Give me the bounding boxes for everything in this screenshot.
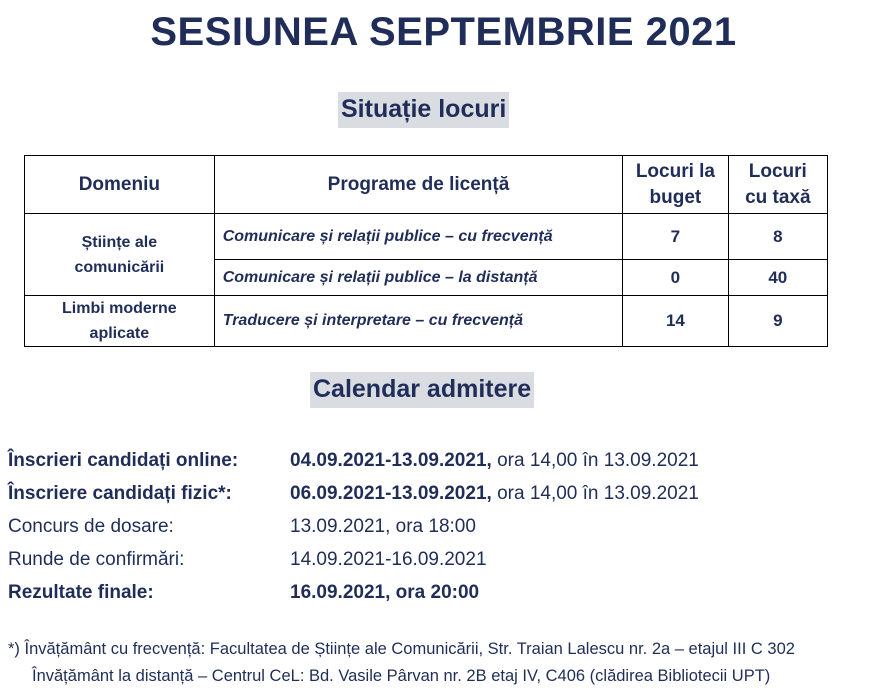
program-name: Comunicare și relații publice – la distanță xyxy=(214,260,623,296)
header-locuri-buget xyxy=(623,156,728,214)
locuri-table xyxy=(24,155,828,347)
table-row xyxy=(25,296,828,347)
domain-name-line2: aplicate xyxy=(89,325,150,342)
locuri-buget-value: 0 xyxy=(623,260,728,296)
header-locuri-taxa xyxy=(728,156,827,214)
header-buget-line2: buget xyxy=(649,186,702,208)
domain-cell xyxy=(25,214,215,296)
locuri-taxa-value: 9 xyxy=(728,296,827,347)
footnotes xyxy=(8,636,795,690)
calendar-admitere-heading: Calendar admitere xyxy=(310,372,534,408)
calendar-extra: ora 14,00 în 13.09.2021 xyxy=(491,483,699,504)
program-name: Traducere și interpretare – cu frecvență xyxy=(214,296,623,347)
calendar-date: 13.09.2021, ora 18:00 xyxy=(290,516,476,537)
calendar-date: 06.09.2021-13.09.2021, xyxy=(290,483,492,504)
calendar-label: Rezultate finale: xyxy=(8,582,154,603)
situatie-locuri-heading: Situație locuri xyxy=(338,92,509,128)
program-name: Comunicare și relații publice – cu frecvență xyxy=(214,214,623,260)
locuri-taxa-value: 40 xyxy=(728,260,827,296)
locuri-taxa-value: 8 xyxy=(728,214,827,260)
table-header-row xyxy=(25,156,828,214)
header-taxa-line1: Locuri xyxy=(748,160,807,182)
calendar-label: Înscrieri candidați online: xyxy=(8,450,239,471)
footnote-line-1: *) Învățământ cu frecvență: Facultatea de Științe ale Comunicării, Str. Traian Lalescu nr. 2a – etajul III C 302 xyxy=(8,640,795,658)
locuri-buget-value: 7 xyxy=(623,214,728,260)
calendar-date: 04.09.2021-13.09.2021, xyxy=(290,450,492,471)
calendar-label: Înscriere candidați fizic*: xyxy=(8,483,232,504)
calendar-extra: ora 14,00 în 13.09.2021 xyxy=(491,450,699,471)
table-row xyxy=(25,214,828,260)
page-title: SESIUNEA SEPTEMBRIE 2021 xyxy=(150,10,737,54)
header-domeniu: Domeniu xyxy=(25,156,215,214)
locuri-buget-value: 14 xyxy=(623,296,728,347)
calendar-value xyxy=(290,480,699,508)
header-programe: Programe de licență xyxy=(214,156,623,214)
calendar-value xyxy=(290,447,699,475)
domain-cell xyxy=(25,296,215,347)
calendar-date: 16.09.2021, ora 20:00 xyxy=(290,582,480,603)
domain-name-line1: Științe ale xyxy=(81,233,158,251)
calendar-label: Runde de confirmări: xyxy=(8,549,185,570)
calendar-label: Concurs de dosare: xyxy=(8,516,174,537)
header-taxa-line2: cu taxă xyxy=(745,186,811,208)
footnote-line-2: Învățământ la distanță – Centrul CeL: Bd. Vasile Pârvan nr. 2B etaj IV, C406 (clădirea Bibliotecii UPT) xyxy=(32,667,771,685)
domain-name-line2: comunicării xyxy=(74,258,165,276)
calendar-date: 14.09.2021-16.09.2021 xyxy=(290,549,487,570)
header-buget-line1: Locuri la xyxy=(635,160,715,182)
domain-name-line1: Limbi moderne xyxy=(62,300,177,317)
